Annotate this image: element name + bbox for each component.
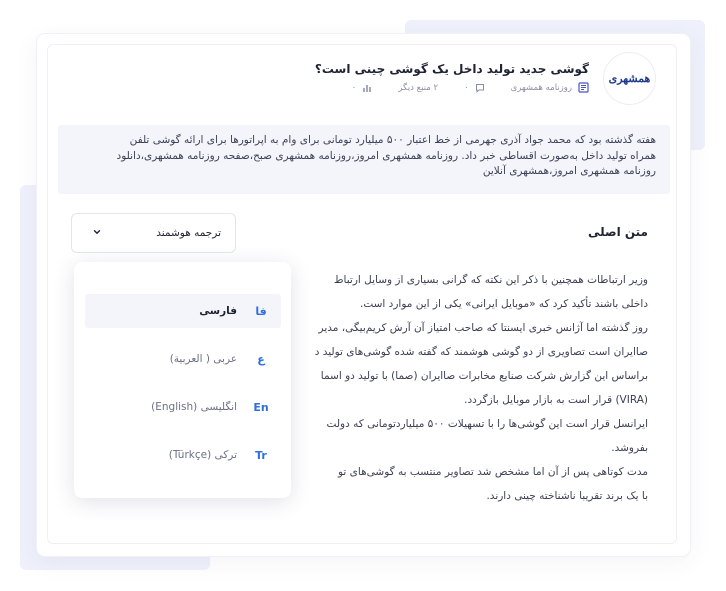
article-line: بفروشد. bbox=[611, 442, 648, 454]
article-line: داخلی باشند تأکید کرد که «موبایل ایرانی» یکی از این موارد است. bbox=[359, 298, 648, 310]
section-title: متن اصلی bbox=[587, 225, 648, 239]
language-name: عربی ( العربية) bbox=[169, 353, 237, 365]
article-line: وزیر ارتباطات همچنین با ذکر این نکته که گرانی بسیاری از وسایل ارتباط bbox=[333, 274, 648, 286]
smart-translate-label: ترجمه هوشمند bbox=[156, 227, 221, 239]
language-badge: ع bbox=[257, 352, 265, 366]
article-line: با یک برند تقریبا ناشناخته چینی دارند. bbox=[486, 490, 648, 502]
language-name: ترکی (Türkçe) bbox=[168, 449, 237, 461]
other-sources-link[interactable]: ۲ منبع دیگر bbox=[398, 82, 439, 93]
language-badge: En bbox=[253, 400, 269, 414]
article-line: روز گذشته اما آژانس خبری ایسنتا که صاحب امتیاز آن آرش کریم‌بیگی، مدیر bbox=[318, 322, 648, 334]
comment-count: ۰ bbox=[464, 82, 469, 93]
language-dropdown bbox=[74, 262, 291, 498]
summary-line: هفته گذشته بود که محمد جواد آذری جهرمی از خط اعتبار ۵۰۰ میلیارد تومانی برای وام به اپراتورها برای ارائه گوشی تلفن bbox=[129, 134, 656, 146]
language-badge: فا bbox=[255, 304, 267, 318]
newspaper-icon bbox=[578, 82, 589, 93]
language-option-english[interactable] bbox=[85, 390, 281, 424]
comment-icon bbox=[475, 83, 485, 93]
source-name[interactable]: روزنامه همشهری bbox=[510, 82, 572, 93]
view-count: ۰ bbox=[351, 82, 357, 93]
article-meta bbox=[352, 82, 589, 93]
summary-line: همراه تولید داخل به‌صورت اقساطی خبر داد. روزنامه همشهری امروز،روزنامه همشهری صبح،صفحه روزنامه همشهری،دانلود bbox=[116, 149, 656, 162]
article-line: براساس این گزارش شرکت صنایع مخابرات صاایران (صما) با تولید دو اسما bbox=[320, 370, 648, 382]
language-option-persian[interactable] bbox=[85, 294, 281, 328]
source-logo-text: همشهری bbox=[608, 72, 651, 85]
chevron-down-icon bbox=[92, 227, 102, 240]
article-body bbox=[288, 268, 648, 508]
language-name: فارسی bbox=[199, 305, 237, 317]
language-option-arabic[interactable] bbox=[85, 342, 281, 376]
article-line: ایرانسل قرار است این گوشی‌ها را با تسهیلات ۵۰۰ میلیاردتومانی که دولت bbox=[326, 418, 648, 430]
article-line: (VIRA) قرار است به بازار موبایل بازگردد. bbox=[464, 394, 648, 406]
language-name: انگلیسی (English) bbox=[151, 401, 237, 413]
article-summary bbox=[58, 125, 670, 194]
language-badge: Tr bbox=[255, 448, 267, 462]
language-option-turkish[interactable] bbox=[85, 438, 281, 472]
article-line: مدت کوتاهی پس از آن اما مشخص شد تصاویر منتسب به گوشی‌های تو bbox=[338, 466, 648, 478]
bar-chart-icon bbox=[362, 83, 372, 93]
source-logo[interactable] bbox=[603, 52, 656, 105]
smart-translate-button[interactable] bbox=[71, 213, 236, 253]
article-title[interactable]: گوشی جدید تولید داخل یک گوشی چینی است؟ bbox=[314, 62, 589, 76]
article-line: صاایران است تصاویری از دو گوشی هوشمند که گفته شده گوشی‌های تولید د bbox=[314, 346, 648, 358]
summary-line: روزنامه همشهری امروز،همشهری آنلاین bbox=[482, 165, 656, 177]
